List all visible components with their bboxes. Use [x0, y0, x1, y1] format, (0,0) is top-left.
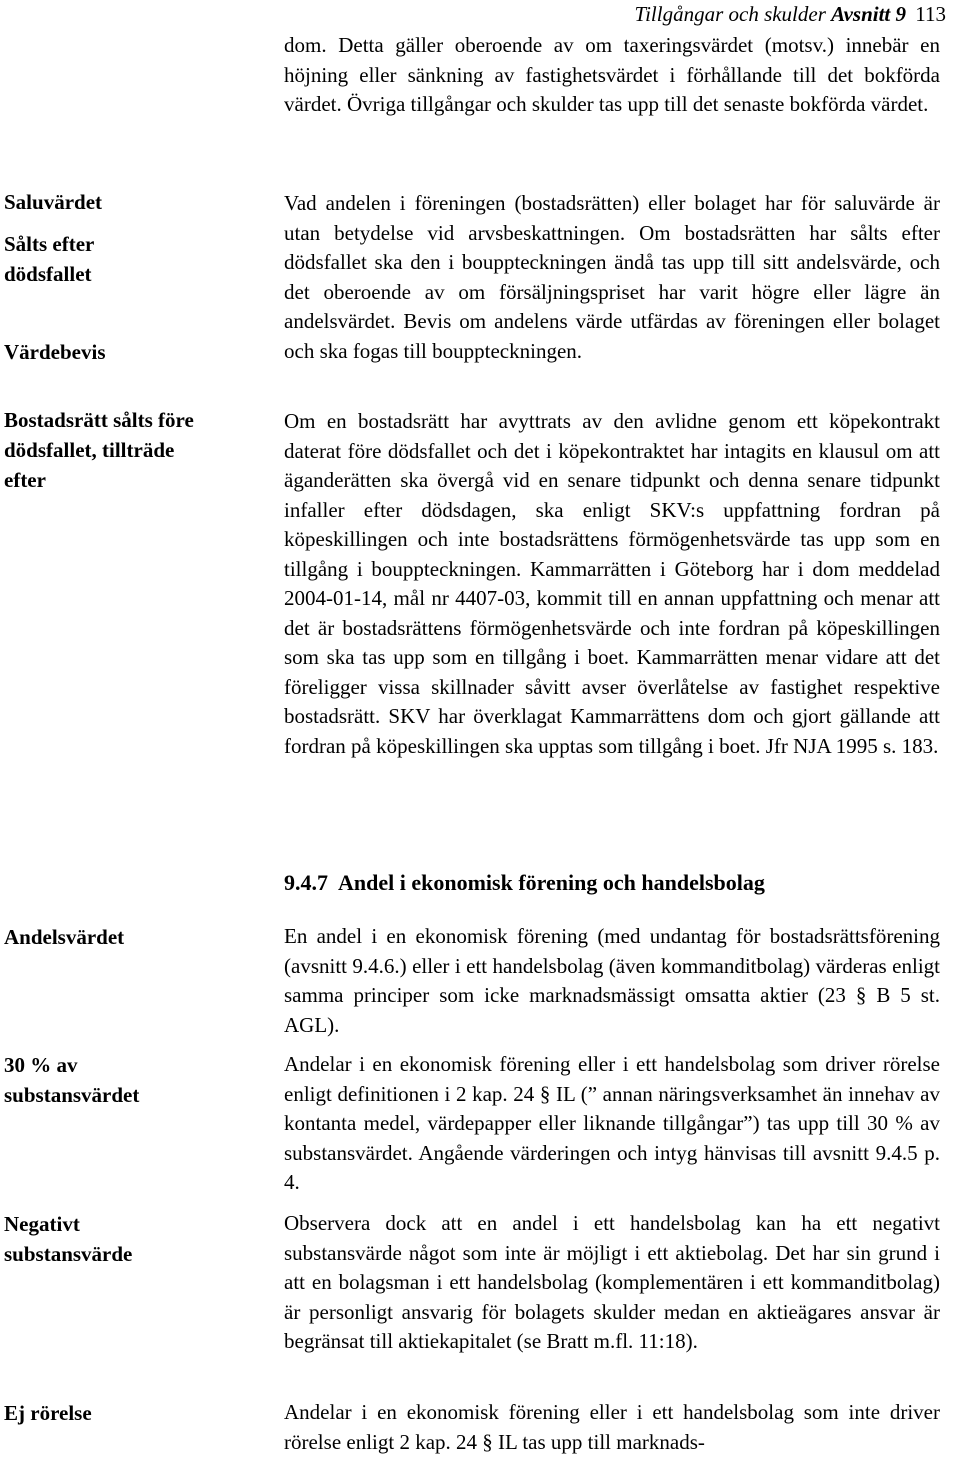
page-header [635, 2, 946, 27]
section-number: 9.4.7 [284, 870, 328, 895]
margin-note-bostadsratt-salts: Bostadsrätt sålts före dödsfallet, tillträde efter [4, 408, 194, 492]
paragraph-6: Observera dock att en andel i ett handelsbolag kan ha ett negativt substansvärde något som inte är möjligt i ett aktiebolag. Det har sin grund i att en bolagsman i ett handelsbolag (komplementären i ett kommanditbolag) är personligt ansvarig för bolagets skulder medan en aktieägares ansvar är begränsat till aktiekapitalet (se Bratt m.fl. 11:18). [284, 1211, 940, 1353]
paragraph-7: Andelar i en ekonomisk förening eller i ett handelsbolag som inte driver rörelse enligt 2 kap. 24 § IL tas upp till marknads- [284, 1400, 940, 1454]
margin-note-salts-efter: Sålts efter dödsfallet [4, 232, 94, 286]
margin-note-substansvardet: 30 % av substansvärdet [4, 1053, 140, 1107]
paragraph-2: Vad andelen i föreningen (bostadsrätten) eller bolaget har för saluvärde är utan betydelse vid arvsbeskattningen. Om bostadsrätten har sålts efter dödsfallet ska den i bouppteckningen ändå tas upp till sitt andelsvärde, och det oberoende av om försäljningspriset har varit högre eller lägre än andelsvärdet. Bevis om andelens värde utfärdas av föreningen eller bolaget och ska fogas till bouppteckningen. [284, 191, 940, 363]
margin-note-ej-rorelse: Ej rörelse [4, 1401, 92, 1425]
paragraph-1: dom. Detta gäller oberoende av om taxeringsvärdet (motsv.) innebär en höjning eller sänkning av fastighetsvärdet i förhållande till det bokförda värdet. Övriga tillgångar och skulder tas upp till det senaste bokförda värdet. [284, 33, 940, 116]
margin-note-andelsvardet: Andelsvärdet [4, 925, 125, 949]
margin-note-negativt: Negativt substansvärde [4, 1212, 133, 1266]
paragraph-4: En andel i en ekonomisk förening (med undantag för bostadsrättsförening (avsnitt 9.4.6.) eller i ett handelsbolag (även kommanditbolag) värderas enligt samma principer som icke marknadsmässigt omsatta aktier (23 § B 5 st. AGL). [284, 924, 940, 1037]
paragraph-3: Om en bostadsrätt har avyttrats av den avlidne genom ett köpekontrakt daterat före dödsfallet och det i köpekontraktet har intagits en klausul om att äganderätten ska övergå vid en senare tidpunkt och denna senare tidpunkt infaller efter dödsdagen, ska enligt SKV:s uppfattning fordran på köpeskillingen och inte bostadsrättens förmögenhetsvärde tas upp som en tillgång i bouppteckningen. Kammarrätten i Göteborg har i dom meddelad 2004-01-14, mål nr 4407-03, kommit till en annan uppfattning och menar att det är bostadsrättens förmögenhetsvärde och inte fordran på köpeskillingen som ska tas upp som en tillgång i boet. Kammarrätten menar vidare att det föreligger vissa skillnader såvitt avser överlåtelse av fastighet respektive bostadsrätt. SKV har överklagat Kammarrättens dom och gjort gällande att fordran på köpeskillingen ska upptas som tillgång i boet. Jfr NJA 1995 s. 183. [284, 409, 940, 758]
paragraph-5: Andelar i en ekonomisk förening eller i ett handelsbolag som driver rörelse enligt definitionen i 2 kap. 24 § IL (” annan näringsverksamhet än innehav av kontanta medel, värdepapper eller liknande tillgångar”) tas upp till 30 % av substansvärdet. Angående värderingen och intyg hänvisas till avsnitt 9.4.5 p. 4. [284, 1052, 940, 1194]
margin-note-vardebevis: Värdebevis [4, 340, 106, 364]
section-heading [284, 868, 940, 898]
avsnitt-label: Avsnitt 9 [831, 2, 907, 26]
margin-note-saluvardet: Saluvärdet [4, 190, 103, 214]
section-title: Andel i ekonomisk förening och handelsbolag [338, 870, 765, 895]
page-number: 113 [915, 2, 946, 26]
running-title: Tillgångar och skulder [634, 2, 826, 26]
